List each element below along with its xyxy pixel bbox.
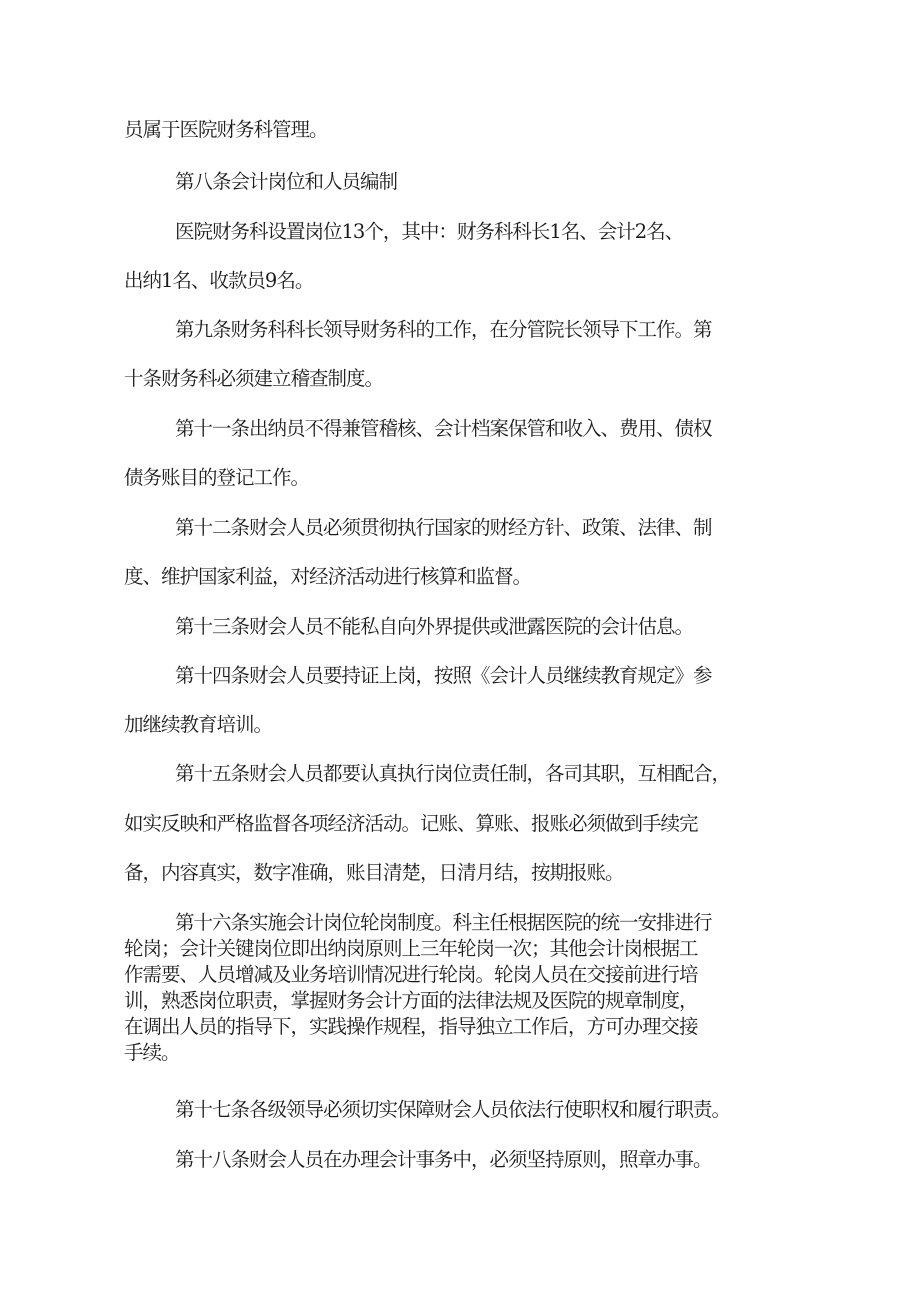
text-line: 在调出人员的指导下，实践操作规程，指导独立工作后，方可办理交接 — [124, 1015, 698, 1038]
text-line: 加继续教育培训。 — [124, 713, 273, 736]
text-line: 第十八条财会人员在办理会计事务中，必须坚持原则，照章办事。 — [175, 1148, 712, 1171]
text-line: 第十三条财会人员不能私自向外界提供或泄露医院的会计估息。 — [175, 615, 694, 638]
article-heading: 第八条会计岗位和人员编制 — [175, 170, 398, 193]
text-line: 备，内容真实，数字准确，账目清楚，日清月结，按期报账。 — [124, 861, 624, 884]
text-line: 员属于医院财务科管理。 — [124, 118, 328, 141]
text-line: 第十一条出纳员不得兼管稽核、会计档案保管和收入、费用、债权 — [175, 417, 712, 440]
text-line: 第十四条财会人员要持证上岗，按照《会计人员继续教育规定》参 — [175, 664, 712, 687]
text-line: 作需要、人员增减及业务培训情况进行轮岗。轮岗人员在交接前进行培 — [124, 963, 698, 986]
text-line: 手续。 — [124, 1041, 180, 1064]
text-line: 医院财务科设置岗位13个，其中：财务科科长1名、会计2名、 — [175, 220, 684, 243]
text-line: 如实反映和严格监督各项经济活动。记账、算账、报账必须做到手续完 — [124, 812, 698, 835]
text-line: 轮岗；会计关键岗位即出纳岗原则上三年轮岗一次；其他会计岗根据工 — [124, 937, 698, 960]
text-line: 第十五条财会人员都要认真执行岗位责任制，各司其职，互相配合， — [175, 762, 731, 785]
text-line: 十条财务科必须建立稽查制度。 — [124, 367, 384, 390]
text-line: 度、维护国家利益，对经济活动进行核算和监督。 — [124, 565, 532, 588]
text-line: 训，熟悉岗位职责，掌握财务会计方面的法律法规及医院的规章制度， — [124, 989, 698, 1012]
text-line: 第九条财务科科长领导财务科的工作，在分管院长领导下工作。第 — [175, 318, 712, 341]
text-line: 第十二条财会人员必须贯彻执行国家的财经方针、政策、法律、制 — [175, 516, 712, 539]
text-line: 出纳1名、收款员9名。 — [124, 269, 314, 292]
text-line: 债务账目的登记工作。 — [124, 466, 310, 489]
text-line: 第十七条各级领导必须切实保障财会人员依法行使职权和履行职责。 — [175, 1098, 731, 1121]
text-line: 第十六条实施会计岗位轮岗制度。科主任根据医院的统一安排进行 — [175, 911, 712, 934]
